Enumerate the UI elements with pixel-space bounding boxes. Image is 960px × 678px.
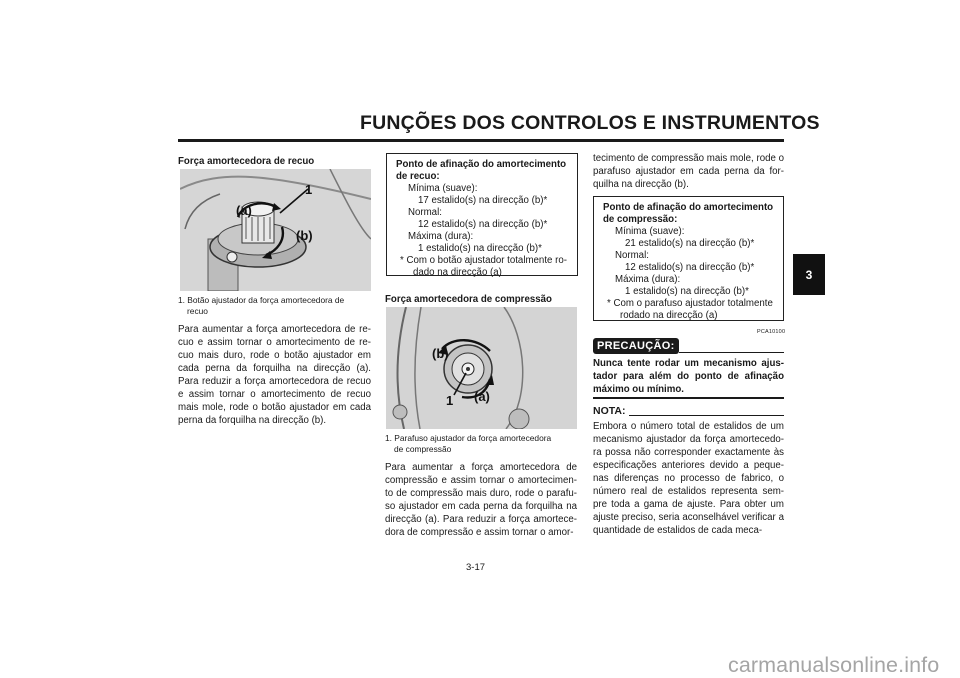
rebound-adjuster-illustration (180, 169, 371, 291)
rebound-spec-box: Ponto de afinação do amortecimento de recuo: Mínima (suave): 17 estalido(s) na direcção (b)* Normal: 12 estalido(s) na direcção (b)* Máxima (dura): 1 estalido(s) na direcção (b)* * Com o botão ajustador totalmente ro- dado na direcção (a) (386, 153, 578, 276)
note-text: Embora o número total de estalidos de um mecanismo ajustador da força amortecedo-ra possa não corresponder exactamente às especificações anteriores devido a peque-nas diferenças no processo de fabrico, o número real de estalidos representa sem-pre toda a gama de ajuste. Para obter um ajuste preciso, seria aconselhável verificar a quantidade de estalidos de cada meca- (593, 421, 784, 536)
page-number: 3-17 (466, 562, 486, 573)
rebound-callout-1: 1 (305, 182, 313, 197)
watermark: carmanualsonline.info (728, 653, 940, 677)
rebound-label-b: (b) (296, 228, 313, 243)
rebound-paragraph: Para aumentar a força amortecedora de re-cuo e assim tornar o amortecimento de re-cuo mais duro, rode o botão ajustador em cada perna da forquilha na direcção (a). Para reduzir a força amortecedora de recuo e assim tornar o amortecimento de recuo mais mole, rode o botão ajustador em cada perna da forquilha na direcção (b). (178, 324, 371, 426)
chapter-tab: 3 (793, 254, 825, 295)
caution-text: Nunca tente rodar um mecanismo ajus-tador para além do ponto de afinação máximo ou mínimo. (593, 358, 784, 395)
caution-code: PCA10100 (757, 329, 786, 335)
caution-label: PRECAUÇÃO: (593, 338, 679, 354)
compression-adjuster-photo (386, 307, 577, 429)
compression-heading: Força amortecedora de compressão (385, 294, 552, 305)
page-header-title: FUNÇÕES DOS CONTROLOS E INSTRUMENTOS (360, 112, 820, 134)
compression-spec-box: Ponto de afinação do amortecimento de compressão: Mínima (suave): 21 estalido(s) na direcção (b)* Normal: 12 estalido(s) na direcção (b)* Máxima (dura): 1 estalido(s) na direcção (b)* * Com o parafuso ajustador totalmente rodado na direcção (a) (593, 196, 784, 321)
compression-caption: 1. Parafuso ajustador da força amortecedora de compressão (385, 433, 552, 454)
compression-adjuster-illustration (386, 307, 577, 429)
note-header (593, 405, 784, 419)
compression-label-b: (b) (432, 346, 449, 361)
rebound-caption: 1. Botão ajustador da força amortecedora de recuo (178, 295, 345, 316)
compression-paragraph-continued: tecimento de compressão mais mole, rode o parafuso ajustador em cada perna da for-quilha na direcção (b). (593, 153, 784, 190)
caution-header (593, 338, 784, 354)
caution-header-rule (679, 352, 784, 353)
compression-paragraph: Para aumentar a força amortecedora de compressão e assim tornar o amortecimen-to de compressão mais duro, rode o parafu-so ajustador em cada perna da forquilha na direcção (a). Para reduzir a força amortece-dora de compressão e assim tornar o amor- (385, 462, 577, 538)
header-rule (178, 139, 784, 142)
caution-bottom-rule (593, 397, 784, 399)
rebound-heading: Força amortecedora de recuo (178, 156, 315, 167)
note-header-rule (629, 415, 784, 416)
compression-callout-1: 1 (446, 393, 454, 408)
rebound-adjuster-photo (180, 169, 371, 291)
note-label: NOTA: (593, 405, 626, 417)
compression-label-a: (a) (474, 389, 490, 404)
rebound-label-a: (a) (236, 203, 252, 218)
